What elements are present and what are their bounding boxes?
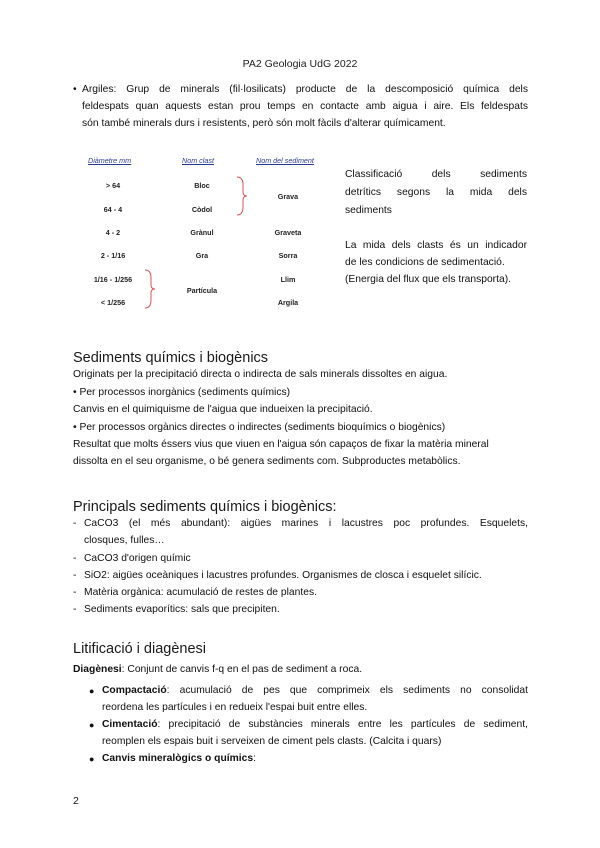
intro-line-1: Argiles: Grup de minerals (fil·losilicats) producte de la descomposició química dels <box>82 84 528 95</box>
section-title-lithification: Litificació i diagènesi <box>73 641 206 657</box>
sediment-cell: Grava <box>277 192 299 201</box>
intro-line-3: són també minerals durs i resistents, però són molt fàcils d'alterar químicament. <box>82 118 446 129</box>
cimentacio-label: Cimentació <box>102 719 158 730</box>
canvis-label: Canvis mineralògics o químics <box>102 753 254 764</box>
section1-line: Resultat que molts éssers vius que viuen en l'aigua són capaços de fixar la matèria mineral <box>73 439 489 450</box>
header-diameter: Diàmetre mm <box>88 156 132 165</box>
diameter-cell: < 1/256 <box>100 298 126 307</box>
sediment-cell: Argila <box>277 298 299 307</box>
section1-line: dissolta en el seu organisme, o bé genera sediments com. Subproductes metabòlics. <box>73 456 461 467</box>
diameter-cell: 64 - 4 <box>103 205 123 214</box>
clast-cell: Grànul <box>190 228 214 237</box>
list-dash: - <box>73 518 77 529</box>
compactacio-line-1 <box>102 682 528 699</box>
canvis-line <box>102 750 528 767</box>
caption-line-5: de les condicions de sedimentació. <box>345 257 505 268</box>
section-title-chemical-biogenic: Sediments químics i biogènics <box>73 350 269 366</box>
caption-line-6: (Energia del flux que els transporta). <box>345 274 511 285</box>
section1-line: Canvis en el quimiquisme de l'aigua que indueixen la precipitació. <box>73 404 373 415</box>
section1-line: Originats per la precipitació directa o indirecta de sals minerals dissoltes en aigua. <box>73 369 448 380</box>
list-dash: - <box>73 604 77 615</box>
caption-line-4: La mida dels clasts és un indicador <box>345 240 527 251</box>
bullet: ● <box>89 720 95 730</box>
caption-line-3: sediments <box>345 205 392 216</box>
diameter-cell: 2 - 1/16 <box>100 251 126 260</box>
list-item: Matèria orgànica: acumulació de restes de plantes. <box>84 587 317 598</box>
diameter-cell: 1/16 - 1/256 <box>93 275 133 284</box>
diameter-cell: 4 - 2 <box>105 228 121 237</box>
caption-line-1: Classificació dels sediments <box>345 169 527 180</box>
list-dash: - <box>73 553 77 564</box>
cimentacio-line-2: reomplen els espais buit i serveixen de ciment pels clasts. (Calcita i quars) <box>102 736 442 747</box>
section1-line: • Per processos inorgànics (sediments químics) <box>73 387 291 398</box>
bullet: ● <box>89 754 95 764</box>
page-number: 2 <box>73 795 79 807</box>
sediment-cell: Sorra <box>278 251 298 260</box>
header-clast: Nom clast <box>182 156 214 165</box>
bullet: ● <box>89 686 95 696</box>
list-item: CaCO3 (el més abundant): aigües marines i lacustres poc profundes. Esquelets, <box>84 518 528 529</box>
sediment-cell: Graveta <box>274 228 302 237</box>
canvis-colon: : <box>253 753 256 764</box>
list-dash: - <box>73 570 77 581</box>
sediment-cell: Llim <box>280 275 296 284</box>
diagenesi-definition <box>73 661 533 678</box>
cimentacio-line-1 <box>102 716 528 733</box>
particula-brace <box>142 268 158 310</box>
clast-cell: Còdol <box>191 205 213 214</box>
list-item: closques, fulles… <box>84 535 165 546</box>
intro-line-2: feldespats quan aquests estan prou temps en contacte amb aigua i aire. Els feldespats <box>82 101 528 112</box>
section1-line: • Per processos orgànics directes o indirectes (sediments bioquímics o biogènics) <box>73 422 446 433</box>
grava-brace <box>234 175 250 217</box>
cimentacio-text: : precipitació de substàncies minerals entre les partícules de sediment, <box>157 719 528 730</box>
compactacio-line-2: reordena les partícules i en redueix l'espai buit entre elles. <box>102 702 368 713</box>
clast-cell: Bloc <box>194 181 210 190</box>
list-dash: - <box>73 587 77 598</box>
compactacio-label: Compactació <box>102 685 167 696</box>
header-sediment: Nom del sediment <box>256 156 314 165</box>
clast-cell: Gra <box>195 251 209 260</box>
clast-cell: Partícula <box>186 286 218 295</box>
list-item: Sediments evaporítics: sals que precipiten. <box>84 604 280 615</box>
compactacio-text: : acumulació de pes que comprimeix els sediments no consolidat <box>166 685 528 696</box>
list-item: SiO2: aigües oceàniques i lacustres profundes. Organismes de closca i esquelet silícic. <box>84 570 482 581</box>
diagenesi-label: Diagènesi <box>73 664 122 675</box>
section-title-principal-sediments: Principals sediments químics i biogènics: <box>73 499 337 515</box>
diagenesi-text: : Conjunt de canvis f-q en el pas de sediment a roca. <box>121 664 363 675</box>
page-header: PA2 Geologia UdG 2022 <box>242 58 358 70</box>
caption-line-2: detrítics segons la mida dels <box>345 187 527 198</box>
list-item: CaCO3 d'origen químic <box>84 553 191 564</box>
intro-bullet: • <box>73 84 77 95</box>
diameter-cell: > 64 <box>105 181 121 190</box>
